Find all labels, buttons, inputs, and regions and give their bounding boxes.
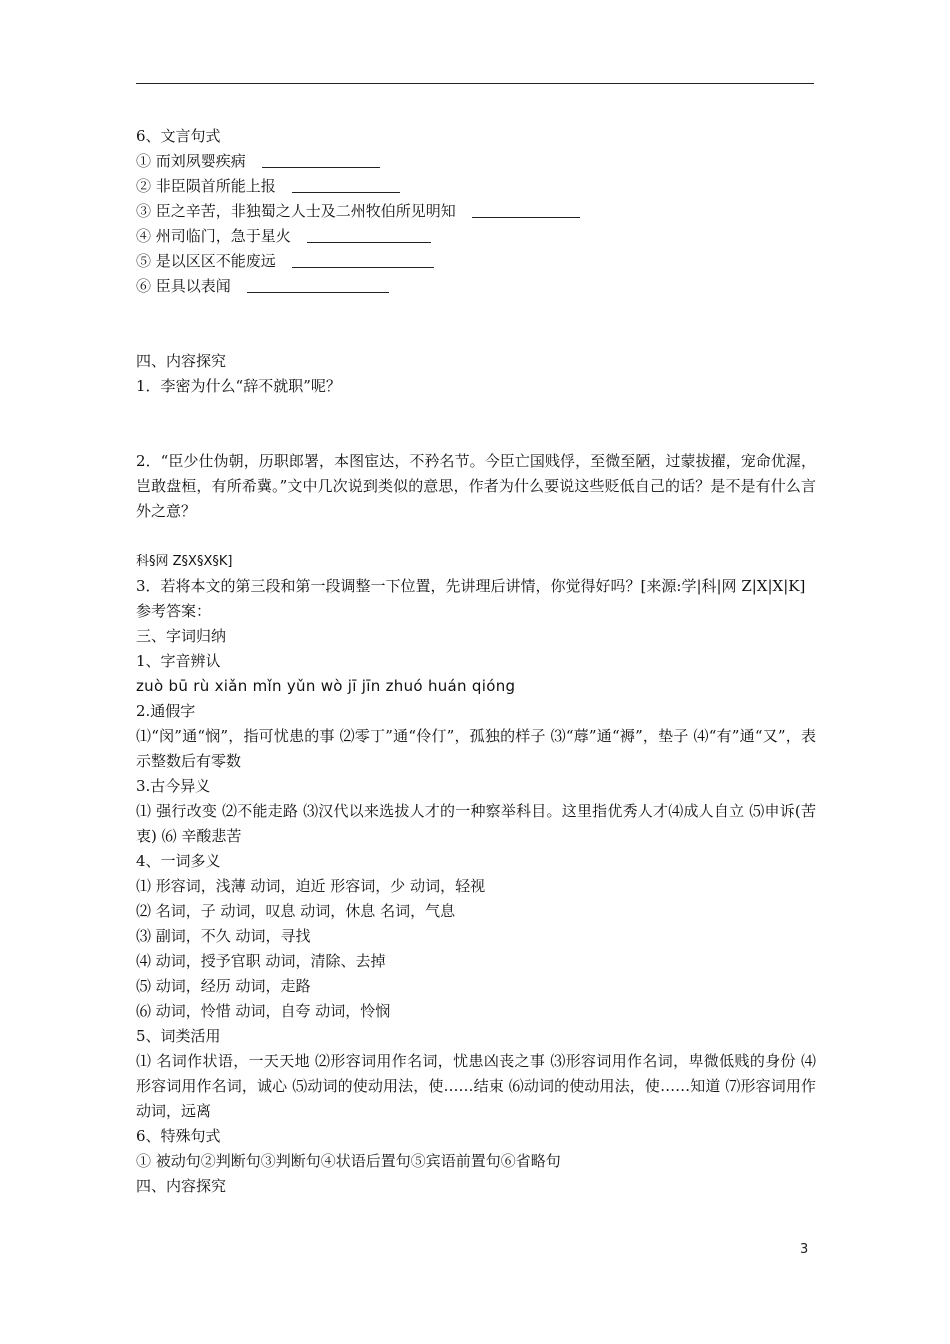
answers-section-4-title: 四、内容探究 [136,1177,227,1195]
answers-title: 参考答案： [136,602,212,620]
answer-blank[interactable] [247,276,389,293]
jushi-answers: ① 被动句②判断句③判断句④状语后置句⑤宾语前置句⑥省略句 [136,1152,561,1170]
duoyi-item: ⑶ 副词，不久 动词，寻找 [136,927,311,945]
exercise-item: ⑤ 是以区区不能废远 [136,249,816,274]
exercise-item: ④ 州司临门，急于星火 [136,224,816,249]
exercise-item: ⑥ 臣具以表闻 [136,274,816,299]
duoyi-item: ⑹ 动词，怜惜 动词，自夸 动词，怜悯 [136,1002,391,1020]
duoyi-item: ⑴ 形容词，浅薄 动词，迫近 形容词，少 动词，轻视 [136,877,486,895]
duoyi-item: ⑵ 名词，子 动词，叹息 动词，休息 名词，气息 [136,902,456,920]
question-3: 3．若将本文的第三段和第一段调整一下位置，先讲理后讲情，你觉得好吗？[来源:学|科|网 Z|X|X|K] [136,577,806,595]
question-1: 1．李密为什么“辞不就职”呢？ [136,377,341,395]
source-watermark: 科§网 Z§X§X§K] [136,554,233,569]
section-4-title: 四、内容探究 [136,352,227,370]
tongjiazi-answers: ⑴“闵”通“悯”，指可忧患的事 ⑵零丁”通“伶仃”，孤独的样子 ⑶“蓐”通“褥”，垫子 ⑷“有”通“又”，表示整数后有零数 [136,727,816,770]
answers-section-3-title: 三、字词归纳 [136,627,227,645]
pronunciation-answers: zuò bū rù xiǎn mǐn yǔn wò jī jīn zhuó huán qióng [136,677,516,695]
header-rule [136,83,814,84]
gujin-answers: ⑴ 强行改变 ⑵不能走路 ⑶汉代以来选拔人才的一种察举科目。这里指优秀人才⑷成人自立 ⑸申诉(苦衷) ⑹ 辛酸悲苦 [136,802,816,845]
duoyi-title: 4、一词多义 [136,852,221,870]
exercise-item: ③ 臣之辛苦，非独蜀之人士及二州牧伯所见明知 [136,199,816,224]
answer-blank[interactable] [307,226,431,243]
page-content [136,124,816,1199]
answer-blank[interactable] [292,176,400,193]
duoyi-item: ⑸ 动词，经历 动词，走路 [136,977,311,995]
huoyong-title: 5、词类活用 [136,1027,221,1045]
exercise-item: ② 非臣陨首所能上报 [136,174,816,199]
pronunciation-title: 1、字音辨认 [136,652,221,670]
duoyi-item: ⑷ 动词，授予官职 动词，清除、去掉 [136,952,386,970]
huoyong-answers: ⑴ 名词作状语，一天天地 ⑵形容词用作名词，忧患凶丧之事 ⑶形容词用作名词，卑微低贱的身份 ⑷ 形容词用作名词，诚心 ⑸动词的使动用法，使……结束 ⑹动词的使动用法，使……知道 ⑺形容词用作动词，远离 [136,1052,816,1120]
answer-blank[interactable] [472,201,580,218]
page-number: 3 [800,1242,809,1257]
exercise-item: ① 而刘夙婴疾病 [136,149,816,174]
answer-blank[interactable] [292,251,434,268]
answer-blank[interactable] [262,151,380,168]
jushi-title: 6、特殊句式 [136,1127,221,1145]
section-6-title: 6、文言句式 [136,127,221,145]
gujin-title: 3.古今异义 [136,777,211,795]
question-2: 2．“臣少仕伪朝，历职郎署，本图宦达，不矜名节。今臣亡国贱俘，至微至陋，过蒙拔擢，宠命优渥，岂敢盘桓，有所希冀。”文中几次说到类似的意思，作者为什么要说这些贬低自己的话？是不是有什么言外之意？ [136,452,816,520]
tongjiazi-title: 2.通假字 [136,702,196,720]
